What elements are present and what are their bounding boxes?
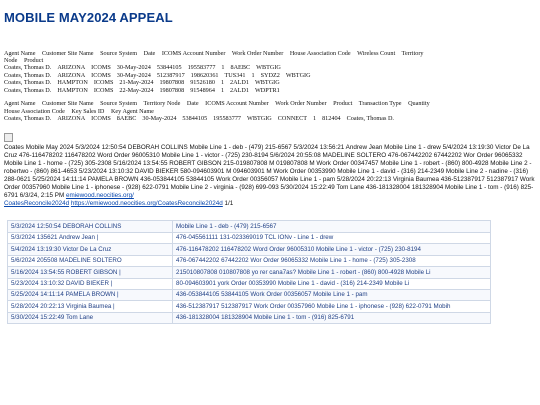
account-table-header xyxy=(4,50,536,57)
list-item-details: 436-512387917 512387917 Work Order 00357960 Mobile Line 1 - iphonese - (928) 622-0791 Mobih xyxy=(173,301,491,312)
col-header: Territory Node xyxy=(143,100,181,108)
account-table-body xyxy=(4,64,536,94)
list-item[interactable] xyxy=(8,278,491,289)
col-header: Quantity xyxy=(408,100,430,108)
table-cell: ICOMS xyxy=(93,79,114,87)
page-count: 1/1 xyxy=(224,200,234,208)
line-list-table xyxy=(7,220,491,324)
list-item-details: 476-045561111 131-023369019 TCL IONv - Line 1 - drew xyxy=(173,232,491,243)
list-item[interactable] xyxy=(8,232,491,243)
list-item-date-name: 5/30/2024 15:22:49 Tom Lane xyxy=(8,312,173,323)
list-item-details: 476-067442202 67442202 Wor Order 96065332 Mobile Line 1 - home - (725) 305-2308 xyxy=(173,255,491,266)
list-item-details: 476-116478202 116478202 Word Order 96005310 Mobile Line 1 - victor - (725) 230-8194 xyxy=(173,244,491,255)
list-item-date-name: 5/6/2024 205508 MADELINE SOLTERO xyxy=(8,255,173,266)
list-item[interactable] xyxy=(8,289,491,300)
table-cell: 1 xyxy=(312,115,317,123)
table-row xyxy=(4,87,536,94)
table-cell: TUS341 xyxy=(224,71,246,79)
table-row xyxy=(4,79,536,86)
table-cell: 19807808 xyxy=(159,86,185,94)
table-cell: 30-May-2024 xyxy=(116,71,151,79)
list-item-date-name: 5/16/2024 13:54:55 ROBERT GIBSON | xyxy=(8,267,173,278)
list-item-details: 80-094603901 york Order 00353990 Mobile Line 1 - david - (316) 214-2349 Mobile Li xyxy=(173,278,491,289)
broken-image-icon xyxy=(4,133,13,142)
table-row xyxy=(4,115,536,122)
col-header: Customer Site Name xyxy=(42,100,94,108)
col-header: Key Sales ID xyxy=(71,107,105,115)
list-item[interactable] xyxy=(8,301,491,312)
table-cell: ICOMS xyxy=(91,64,111,72)
col-header: Agent Name xyxy=(4,49,36,57)
table-cell: CONNECT xyxy=(277,115,307,123)
table-cell: HAMPTON xyxy=(57,79,88,87)
col-header: Source System xyxy=(100,49,138,57)
table-cell: 512387917 xyxy=(156,71,185,79)
table-row xyxy=(4,72,536,79)
table-cell: SYDZ2 xyxy=(260,71,280,79)
table-cell: 2ALD1 xyxy=(230,86,249,94)
table-cell: 195583777 xyxy=(213,115,242,123)
col-header: Work Order Number xyxy=(275,100,327,108)
table-cell: ARIZONA xyxy=(57,64,86,72)
list-item-date-name: 5/25/2024 14:11:14 PAMELA BROWN | xyxy=(8,289,173,300)
col-header: Node xyxy=(4,57,18,65)
list-item[interactable] xyxy=(8,244,491,255)
table-cell: 198620361 xyxy=(190,71,219,79)
transaction-table-header xyxy=(4,100,536,107)
list-item-date-name: 5/3/2024 135621 Andrew Jean | xyxy=(8,232,173,243)
transaction-table-body xyxy=(4,115,536,122)
table-cell: 21-May-2024 xyxy=(119,79,154,87)
table-cell: 53844105 xyxy=(182,115,208,123)
account-table-header-wrap xyxy=(4,57,536,64)
table-cell: WBTGIG xyxy=(247,115,272,123)
table-cell: 53844105 xyxy=(156,64,182,72)
table-cell: 1 xyxy=(251,71,255,79)
table-cell: ARIZONA xyxy=(57,71,86,79)
account-table xyxy=(4,50,536,95)
site-link[interactable]: emiewood.neocities.org/ xyxy=(65,192,134,200)
col-header: ICOMS Account Number xyxy=(205,100,269,108)
table-cell: 812404 xyxy=(322,115,341,123)
list-item-details: 436-181328004 181328904 Mobile Line 1 - tom - (916) 825-6791 xyxy=(173,312,491,323)
table-cell: 8AEBC xyxy=(230,64,251,72)
col-header: Source System xyxy=(100,100,138,108)
list-item-details: Mobile Line 1 - deb - (479) 215-6567 xyxy=(173,221,491,232)
col-header: House Association Code xyxy=(4,107,65,115)
table-cell: 8AEBC xyxy=(116,115,137,123)
list-item[interactable] xyxy=(8,221,491,232)
table-cell: 91548964 xyxy=(190,86,215,94)
col-header: ICOMS Account Number xyxy=(161,49,226,57)
page-title: MOBILE MAY2024 APPEAL xyxy=(4,10,173,25)
list-item[interactable] xyxy=(8,267,491,278)
list-item-date-name: 5/3/2024 12:50:54 DEBORAH COLLINS xyxy=(8,221,173,232)
list-item-date-name: 5/23/2024 13:10:32 DAVID BIEKER | xyxy=(8,278,173,289)
table-cell: 195583777 xyxy=(187,64,216,72)
table-cell: Coates, Thomas D. xyxy=(4,79,52,87)
table-cell: 22-May-2024 xyxy=(119,86,154,94)
col-header: Date xyxy=(186,100,199,108)
transaction-table xyxy=(4,100,536,122)
col-header: Date xyxy=(143,49,156,57)
table-cell: Coates, Thomas D. xyxy=(4,86,52,94)
table-cell: WBTGIG xyxy=(256,64,281,72)
table-cell: ICOMS xyxy=(91,71,111,79)
col-header: Product xyxy=(333,100,353,108)
list-item-date-name: 5/28/2024 20:22:13 Virginia Baumea | xyxy=(8,301,173,312)
col-header: Product xyxy=(23,57,44,65)
col-header: Transaction Type xyxy=(358,100,402,108)
list-item-date-name: 5/4/2024 13:19:30 Victor De La Cruz xyxy=(8,244,173,255)
list-item-details: 436-053844105 53844105 Work Order 00356057 Mobile Line 1 - pam xyxy=(173,289,491,300)
table-cell: WBTGIG xyxy=(254,79,280,87)
table-cell: WDPTR1 xyxy=(254,86,280,94)
col-header: Customer Site Name xyxy=(42,49,94,57)
table-row xyxy=(4,64,536,71)
table-cell: 1 xyxy=(221,64,225,72)
col-header: Agent Name xyxy=(4,100,36,108)
table-cell: ARIZONA xyxy=(57,115,86,123)
col-header: Territory xyxy=(401,49,424,57)
table-cell: WBTGIG xyxy=(285,71,311,79)
table-cell: 1 xyxy=(220,86,225,94)
table-cell: 30-May-2024 xyxy=(116,64,151,72)
table-cell: ICOMS xyxy=(91,115,111,123)
notes-text: Coates Mobile May 2024 5/3/2024 12:50:54 DEBORAH COLLINS Mobile Line 1 - deb - (479) 215-6567 5/3/2024 13:56:21 Andrew Jean Mobile Line 1 - drew 5/4/2024 13:19:30 Victor De La Cruz 476-116478202 116478202 Word Order 96005310 Mobile Line 1 - victor - (725) 230-8194 5/6/2024 20:55:08 MADELINE SOLTERO 476-067442202 67442202 Wor Order 96065332 Mobile Line 1 - home - (725) 305-2308 5/16/2024 13:54:55 ROBERT GIBSON 215-019807808 M 019807808 M Work Order 00347457 Mobile Line 1 - robert - (860) 800-4928 Mobile Line 2 - robertwo - (860) 861-4653 5/23/2024 13:10:32 DAVID BIEKER 580-094603901 M 094603901 M Work Order 00353990 Mobile Line 1 - david - (316) 214-2349 Mobile Line 2 - nadine - (316) 288-0621 5/25/2024 14:11:14 PAMELA BROWN 436-053844105 53844105 Work Order 00356057 Mobile Line 1 - pam 5/28/2024 20:22:13 Virginia Baumea 436-512387917 512387917 Work Order 00357960 Mobile Line 1 - iphonese - (928) 622-0791 Mobile Line 2 - virginia - (928) 699-093 5/30/2024 15:22:49 Tom Lane 436-181328004 181328904 Mobile Line 1 - tom - (916) 825-6791 6/3/24, 2:15 PM xyxy=(4,143,535,200)
table-cell: 19807808 xyxy=(159,79,185,87)
table-cell: Coates, Thomas D. xyxy=(4,71,52,79)
list-item[interactable] xyxy=(8,312,491,323)
col-header: Work Order Number xyxy=(231,49,284,57)
list-item-details: 215010807808 010807808 yo rer cana7as? Mobile Line 1 - robert - (860) 800-4928 Mobile Li xyxy=(173,267,491,278)
col-header: Wireless Count xyxy=(357,49,396,57)
table-cell: ICOMS xyxy=(93,86,114,94)
table-cell: 91526180 xyxy=(190,79,215,87)
reconcile-link[interactable]: https://emiewood.neocities.org/CoatesReconcile2024d xyxy=(70,200,223,208)
list-item[interactable] xyxy=(8,255,491,266)
table-cell: 2ALD1 xyxy=(230,79,249,87)
table-cell: 30-May-2024 xyxy=(142,115,177,123)
table-cell: Coates, Thomas D. xyxy=(4,115,52,123)
col-header: Key Agent Name xyxy=(110,107,154,115)
line-list-body xyxy=(8,221,491,324)
table-cell: Coates, Thomas D. xyxy=(4,64,52,72)
transaction-table-header-wrap xyxy=(4,108,536,115)
table-cell: 1 xyxy=(220,79,225,87)
reconcile-link-label[interactable]: CoatesReconcile2024d xyxy=(4,200,70,208)
notes-paragraph xyxy=(4,144,536,208)
table-cell: Coates, Thomas D. xyxy=(346,115,394,123)
col-header: House Association Code xyxy=(289,49,351,57)
table-cell: HAMPTON xyxy=(57,86,88,94)
